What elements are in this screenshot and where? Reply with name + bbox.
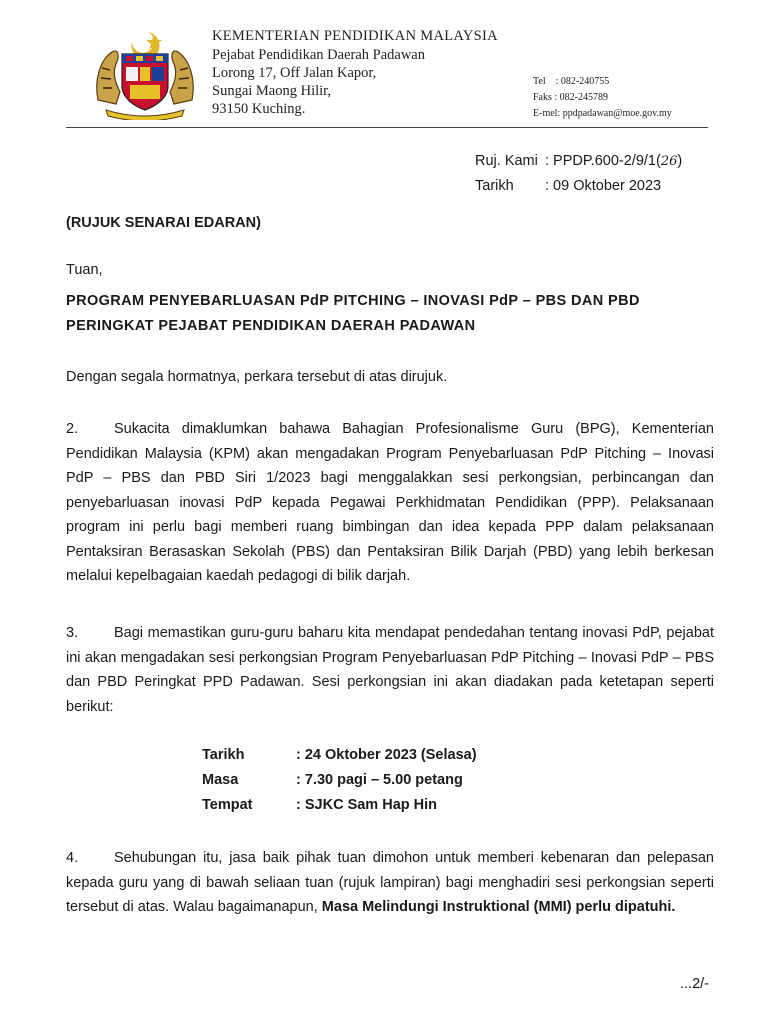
address-postcode: 93150 Kuching. [212,101,306,117]
letter-title-line1: PROGRAM PENYEBARLUASAN PdP PITCHING – INOVASI PdP – PBS DAN PBD [66,293,640,309]
date-label: Tarikh [475,178,514,194]
paragraph-4-number: 4. [66,850,79,866]
schedule-venue [202,797,437,813]
contact-fax: Faks : 082-245789 [533,92,608,103]
ministry-name: KEMENTERIAN PENDIDIKAN MALAYSIA [212,28,498,44]
schedule-time-value: : 7.30 pagi – 5.00 petang [296,772,463,788]
date-value: : 09 Oktober 2023 [545,178,662,194]
paragraph-4 [66,846,714,920]
schedule-time [202,772,463,788]
paragraph-4-text: Sehubungan itu, jasa baik pihak tuan dimohon untuk memberi kebenaran dan pelepasan kepada guru yang di bawah seliaan tuan (rujuk lampiran) bagi menghadiri sesi perkongsian seperti tersebut di atas. Walau bagaimanapun, [66,850,714,915]
paragraph-3 [66,621,714,719]
paragraph-3-number: 3. [66,625,79,641]
schedule-time-label: Masa [202,772,239,788]
reference-handwritten: 26 [660,154,678,169]
reference-close: ) [677,153,683,169]
page-continuation: ...2/- [680,976,710,992]
letter-title-line2: PERINGKAT PEJABAT PENDIDIKAN DAERAH PADAWAN [66,318,476,334]
paragraph-4-emphasis: Masa Melindungi Instruktional (MMI) perlu dipatuhi. [321,899,676,915]
contact-email: E-mel: ppdpadawan@moe.gov.my [533,108,672,119]
intro-paragraph: Dengan segala hormatnya, perkara tersebut di atas dirujuk. [66,369,448,385]
office-name: Pejabat Pendidikan Daerah Padawan [212,47,425,63]
salutation: Tuan, [66,262,103,278]
paragraph-2-number: 2. [66,421,79,437]
reference-label: Ruj. Kami [475,153,538,169]
malaysia-coat-of-arms-icon [90,30,200,120]
schedule-date [202,747,477,763]
address-street: Lorong 17, Off Jalan Kapor, [212,65,377,81]
schedule-venue-value: : SJKC Sam Hap Hin [296,797,437,813]
contact-tel: Tel : 082-240755 [533,76,610,87]
letterhead-divider [66,127,708,128]
schedule-date-value: : 24 Oktober 2023 (Selasa) [296,747,477,763]
paragraph-2-text: Sukacita dimaklumkan bahawa Bahagian Profesionalisme Guru (BPG), Kementerian Pendidikan Malaysia (KPM) akan mengadakan Program Penyebarluasan PdP Pitching – Inovasi PdP – PBS dan PBD Siri 1/2023 bagi menggalakkan sesi perkongsian, perbincangan dan penyebarluasan inovasi PdP kepada Pegawai Perkhidmatan Pendidikan (PPP). Pelaksanaan program ini perlu bagi memberi ruang bimbingan dan idea kepada PPP dalam pelaksanaan Pentaksiran Berasaskan Sekolah (PBS) dan Pentaksiran Bilik Darjah (PBD) yang lebih berkesan melalui kepelbagaian kaedah pedagogi di bilik darjah. [66,421,714,584]
address-area: Sungai Maong Hilir, [212,83,332,99]
reference-number [475,153,682,169]
paragraph-2 [66,417,714,589]
reference-value: : PPDP.600-2/9/1( [545,153,661,169]
paragraph-3-text: Bagi memastikan guru-guru baharu kita mendapat pendedahan tentang inovasi PdP, pejabat ini akan mengadakan sesi perkongsian Program Penyebarluasan PdP Pitching – Inovasi PdP – PBS dan PBD Peringkat PPD Padawan. Sesi perkongsian ini akan diadakan pada ketetapan seperti berikut: [66,625,714,715]
schedule-date-label: Tarikh [202,747,245,763]
recipient: (RUJUK SENARAI EDARAN) [66,215,261,231]
schedule-venue-label: Tempat [202,797,253,813]
letter-date [475,178,661,194]
